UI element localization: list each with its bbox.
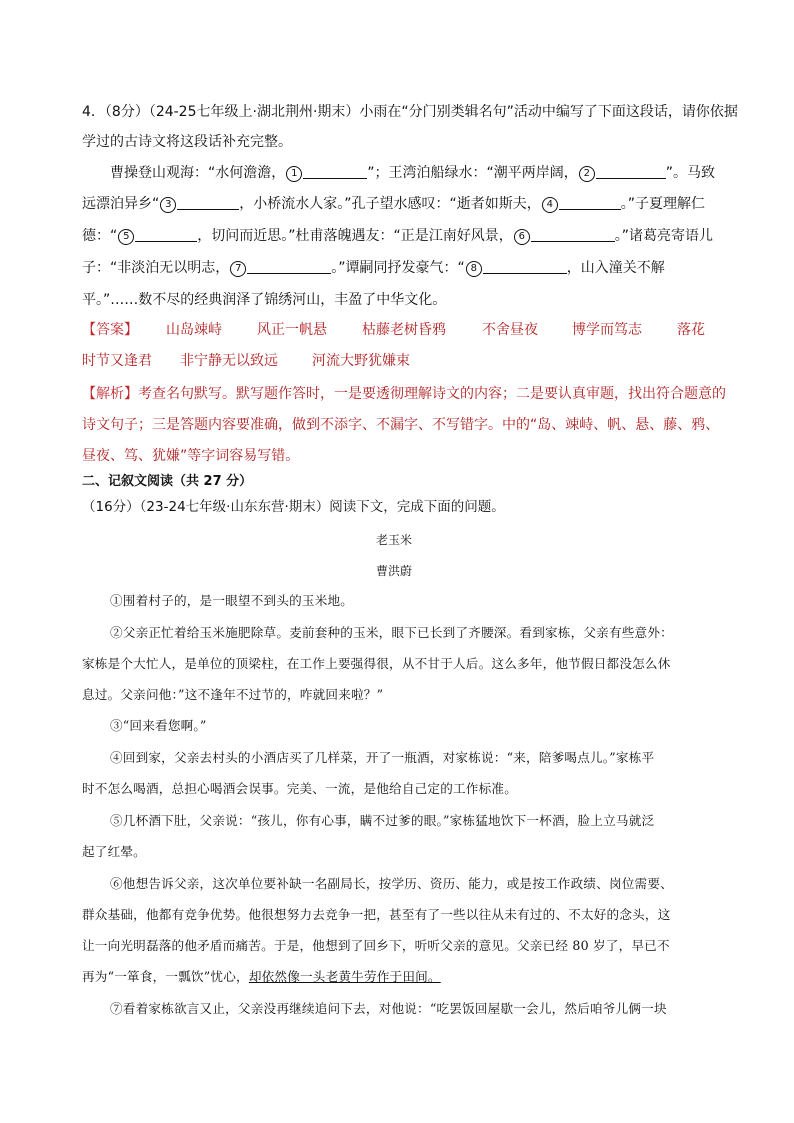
article-paragraph-6-line-3: 让一向光明磊落的他矛盾而痛苦。于是，他想到了回乡下，听听父亲的意见。父亲已经 80 岁了，早已不 bbox=[82, 938, 670, 953]
answer-tag: 【答案】 bbox=[82, 322, 138, 338]
analysis-line-1 bbox=[82, 384, 726, 404]
answer-line-1 bbox=[82, 320, 705, 340]
answer-line-2 bbox=[82, 351, 410, 371]
analysis-line-2: 诗文句子；三是答题内容要准确，做到不添字、不漏字、不写错字。中的“岛、竦峙、帆、悬、藤、鸦、 bbox=[82, 417, 720, 433]
answer-blank-1[interactable] bbox=[303, 164, 367, 179]
fill-text: ，小桥流水人家。”孔子望水感叹：“逝者如斯夫， bbox=[239, 196, 541, 212]
answer-item: 博学而笃志 bbox=[572, 322, 642, 338]
article-paragraph-4-line-2: 时不怎么喝酒，总担心喝酒会误事。完美、一流，是他给自己定的工作标准。 bbox=[82, 781, 517, 796]
article-paragraph-7-line-1: ⑦看着家栋欲言又止，父亲没再继续追问下去，对他说：“吃罢饭回屋歇一会儿，然后咱爷儿俩一块 bbox=[110, 1001, 667, 1016]
answer-item: 枯藤老树昏鸦 bbox=[362, 322, 446, 338]
blank-number: 6 bbox=[514, 229, 530, 245]
fill-text: 。”谭嗣同抒发豪气：“ bbox=[331, 260, 465, 276]
fill-text: 远漂泊异乡“ bbox=[82, 196, 160, 212]
answer-item: 落花 bbox=[677, 322, 705, 338]
blank-number: 7 bbox=[230, 261, 246, 277]
answer-item: 山岛竦峙 bbox=[166, 322, 222, 338]
article-paragraph-5-line-2: 起了红晕。 bbox=[82, 844, 146, 859]
article-paragraph-2-line-3: 息过。父亲问他：”这不逢年不过节的，咋就回来啦？” bbox=[82, 687, 384, 702]
blank-number: 2 bbox=[579, 166, 595, 182]
blank-number: 3 bbox=[160, 197, 176, 213]
question-stem-line-2: 学过的古诗文将这段话补充完整。 bbox=[82, 134, 292, 150]
article-paragraph-2-line-2: 家栋是个大忙人，是单位的顶梁柱，在工作上要强得很，从不甘于人后。这么多年，他节假日都没怎么休 bbox=[82, 656, 671, 671]
fill-text: ”；王湾泊船绿水：“潮平两岸阔， bbox=[367, 165, 578, 181]
fill-in-paragraph-line-1 bbox=[110, 163, 715, 183]
analysis-text: 考查名句默写。默写题作答时，一是要透彻理解诗文的内容；二是要认真审题，找出符合题意的 bbox=[138, 386, 726, 402]
section-heading: 二、记叙文阅读（共 27 分） bbox=[82, 474, 253, 489]
article-paragraph-6-line-4 bbox=[82, 967, 441, 987]
fill-text: ”。马致 bbox=[665, 165, 716, 181]
answer-blank-8[interactable] bbox=[483, 259, 567, 274]
fill-in-paragraph-line-3 bbox=[82, 226, 713, 246]
answer-blank-7[interactable] bbox=[247, 259, 331, 274]
fill-text: 。”诸葛亮寄语儿 bbox=[614, 228, 714, 244]
answer-blank-5[interactable] bbox=[135, 227, 197, 242]
article-title: 老玉米 bbox=[376, 533, 413, 547]
answer-blank-3[interactable] bbox=[177, 195, 239, 210]
blank-number: 5 bbox=[118, 229, 134, 245]
article-paragraph-6-line-1: ⑥他想告诉父亲，这次单位要补缺一名副局长，按学历、资历、能力，或是按工作政绩、岗位需要、 bbox=[110, 876, 673, 891]
answer-item: 时节又逢君 bbox=[82, 353, 152, 369]
fill-text: ，山入潼关不解 bbox=[566, 260, 665, 276]
blank-number: 8 bbox=[466, 261, 482, 277]
question-stem-line-1: 4．（8分）（24-25七年级上·湖北荆州·期末）小雨在“分门别类辑名句”活动中编写了下面这段话，请你依据 bbox=[82, 104, 738, 120]
article-paragraph-3: ③“回来看您啊。” bbox=[110, 718, 207, 733]
answer-blank-4[interactable] bbox=[559, 195, 621, 210]
blank-number: 4 bbox=[542, 197, 558, 213]
section-intro: （16分）（23-24七年级·山东东营·期末）阅读下文，完成下面的问题。 bbox=[82, 499, 505, 515]
answer-blank-2[interactable] bbox=[596, 164, 666, 179]
answer-item: 非宁静无以致远 bbox=[180, 353, 278, 369]
fill-in-paragraph-line-5: 平。”……数不尽的经典润泽了锦绣河山，丰盈了中华文化。 bbox=[82, 292, 447, 308]
article-paragraph-1: ①围着村子的，是一眼望不到头的玉米地。 bbox=[110, 593, 354, 608]
underlined-sentence: 却依然像一头老黄牛劳作于田间。 bbox=[248, 969, 441, 984]
answer-item: 不舍昼夜 bbox=[482, 322, 538, 338]
fill-in-paragraph-line-4 bbox=[82, 258, 665, 278]
answer-item: 河流大野犹嫌束 bbox=[312, 353, 410, 369]
fill-text: ，切问而近思。”杜甫落魄遇友：“正是江南好风景， bbox=[197, 228, 513, 244]
fill-text: 曹操登山观海：“水何澹澹， bbox=[110, 165, 286, 181]
paragraph-text: 再为“一箪食，一瓢饮”忧心， bbox=[82, 969, 249, 984]
article-paragraph-5-line-1: ⑤几杯酒下肚，父亲说：“孩儿，你有心事，瞒不过爹的眼。”家栋猛地饮下一杯酒，脸上立马就泛 bbox=[110, 813, 655, 828]
fill-text: 德：“ bbox=[82, 228, 118, 244]
article-author: 曹洪蔚 bbox=[376, 564, 413, 578]
blank-number: 1 bbox=[286, 166, 302, 182]
answer-item: 风正一帆悬 bbox=[257, 322, 327, 338]
article-paragraph-2-line-1: ②父亲正忙着给玉米施肥除草。麦前套种的玉米，眼下已长到了齐腰深。看到家栋，父亲有些意外： bbox=[110, 625, 673, 640]
analysis-line-3: 昼夜、笃、犹嫌”等字词容易写错。 bbox=[82, 448, 300, 464]
article-paragraph-6-line-2: 群众基础，他都有竞争优势。他很想努力去竞争一把，甚至有了一些以往从未有过的、不太好的念头，这 bbox=[82, 907, 671, 922]
fill-text: 子：“非淡泊无以明志， bbox=[82, 260, 230, 276]
fill-text: 。”子夏理解仁 bbox=[620, 196, 706, 212]
analysis-tag: 【解析】 bbox=[82, 386, 138, 402]
fill-in-paragraph-line-2 bbox=[82, 194, 705, 214]
answer-blank-6[interactable] bbox=[531, 227, 615, 242]
article-paragraph-4-line-1: ④回到家，父亲去村头的小酒店买了几样菜，开了一瓶酒，对家栋说：“来，陪爹喝点儿。”家栋平 bbox=[110, 750, 655, 765]
